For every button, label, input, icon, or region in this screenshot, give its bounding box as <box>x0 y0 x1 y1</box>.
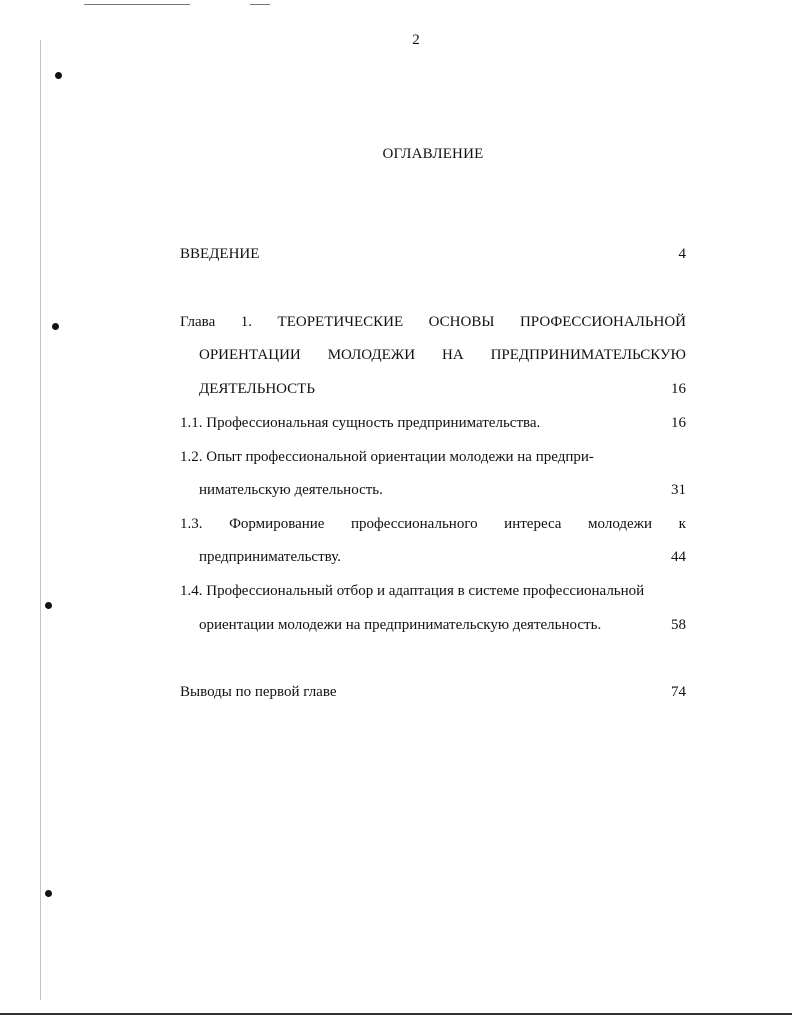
toc-word: интереса <box>504 516 562 532</box>
toc-entry-1-1[interactable] <box>180 415 686 432</box>
toc-entry-title: 1.1. Профессиональная сущность предпринимательства. <box>180 415 541 431</box>
toc-word: ПРОФЕССИОНАЛЬНОЙ <box>519 314 686 330</box>
toc-entry-title: нимательскую деятельность. <box>199 482 383 498</box>
scan-edge-top-fragment <box>250 4 270 5</box>
toc-entry-page: 16 <box>671 415 686 431</box>
scan-edge-top <box>84 4 190 5</box>
toc-entry-page: 4 <box>678 246 686 262</box>
toc-entry-title: ВВЕДЕНИЕ <box>180 246 260 262</box>
binder-hole <box>55 72 62 79</box>
toc-word: 1. <box>240 314 253 330</box>
toc-word: профессионального <box>351 516 478 532</box>
toc-entry-conclusions[interactable] <box>180 684 686 701</box>
toc-title: ОГЛАВЛЕНИЕ <box>382 146 484 162</box>
toc-word: НА <box>441 347 464 363</box>
scan-edge-left <box>40 40 41 1000</box>
toc-entry-page: 44 <box>671 549 686 565</box>
toc-entry-chapter1-line3[interactable] <box>199 381 686 398</box>
toc-entry-1-2-line1[interactable] <box>180 449 686 466</box>
toc-word: ОСНОВЫ <box>428 314 495 330</box>
toc-entry-1-3-line2[interactable] <box>199 549 686 566</box>
toc-entry-page: 16 <box>671 381 686 397</box>
toc-entry-page: 58 <box>671 617 686 633</box>
toc-word: ПРЕДПРИНИМАТЕЛЬСКУЮ <box>490 347 686 363</box>
toc-entry-title: 1.2. Опыт профессиональной ориентации молодежи на предпри- <box>180 449 594 465</box>
page-number: 2 <box>412 32 420 48</box>
toc-entry-title: ориентации молодежи на предпринимательскую деятельность. <box>199 617 602 633</box>
scan-edge-bottom <box>0 1013 792 1015</box>
toc-entry-title: предпринимательству. <box>199 549 341 565</box>
toc-word: молодежи <box>588 516 653 532</box>
toc-entry-1-2-line2[interactable] <box>199 482 686 499</box>
toc-entry-1-4-line1[interactable] <box>180 583 686 600</box>
toc-entry-title: 1.4. Профессиональный отбор и адаптация в системе профессиональной <box>180 583 645 599</box>
toc-entry-intro[interactable] <box>180 246 686 263</box>
toc-word: МОЛОДЕЖИ <box>327 347 416 363</box>
binder-hole <box>45 890 52 897</box>
toc-word: Формирование <box>229 516 325 532</box>
toc-word: к <box>678 516 686 532</box>
binder-hole <box>45 602 52 609</box>
toc-entry-page: 74 <box>671 684 686 700</box>
toc-entry-page: 31 <box>671 482 686 498</box>
binder-hole <box>52 323 59 330</box>
toc-entry-title: ДЕЯТЕЛЬНОСТЬ <box>199 381 315 397</box>
toc-entry-1-4-line2[interactable] <box>199 617 686 634</box>
toc-entry-chapter1-line1[interactable] <box>180 314 686 331</box>
toc-word: Глава <box>180 314 216 330</box>
toc-entry-chapter1-line2[interactable] <box>199 347 686 364</box>
toc-entry-1-3-line1[interactable] <box>180 516 686 533</box>
toc-word: ОРИЕНТАЦИИ <box>199 347 301 363</box>
toc-word: ТЕОРЕТИЧЕСКИЕ <box>277 314 404 330</box>
toc-word: 1.3. <box>180 516 203 532</box>
toc-entry-title: Выводы по первой главе <box>180 684 337 700</box>
